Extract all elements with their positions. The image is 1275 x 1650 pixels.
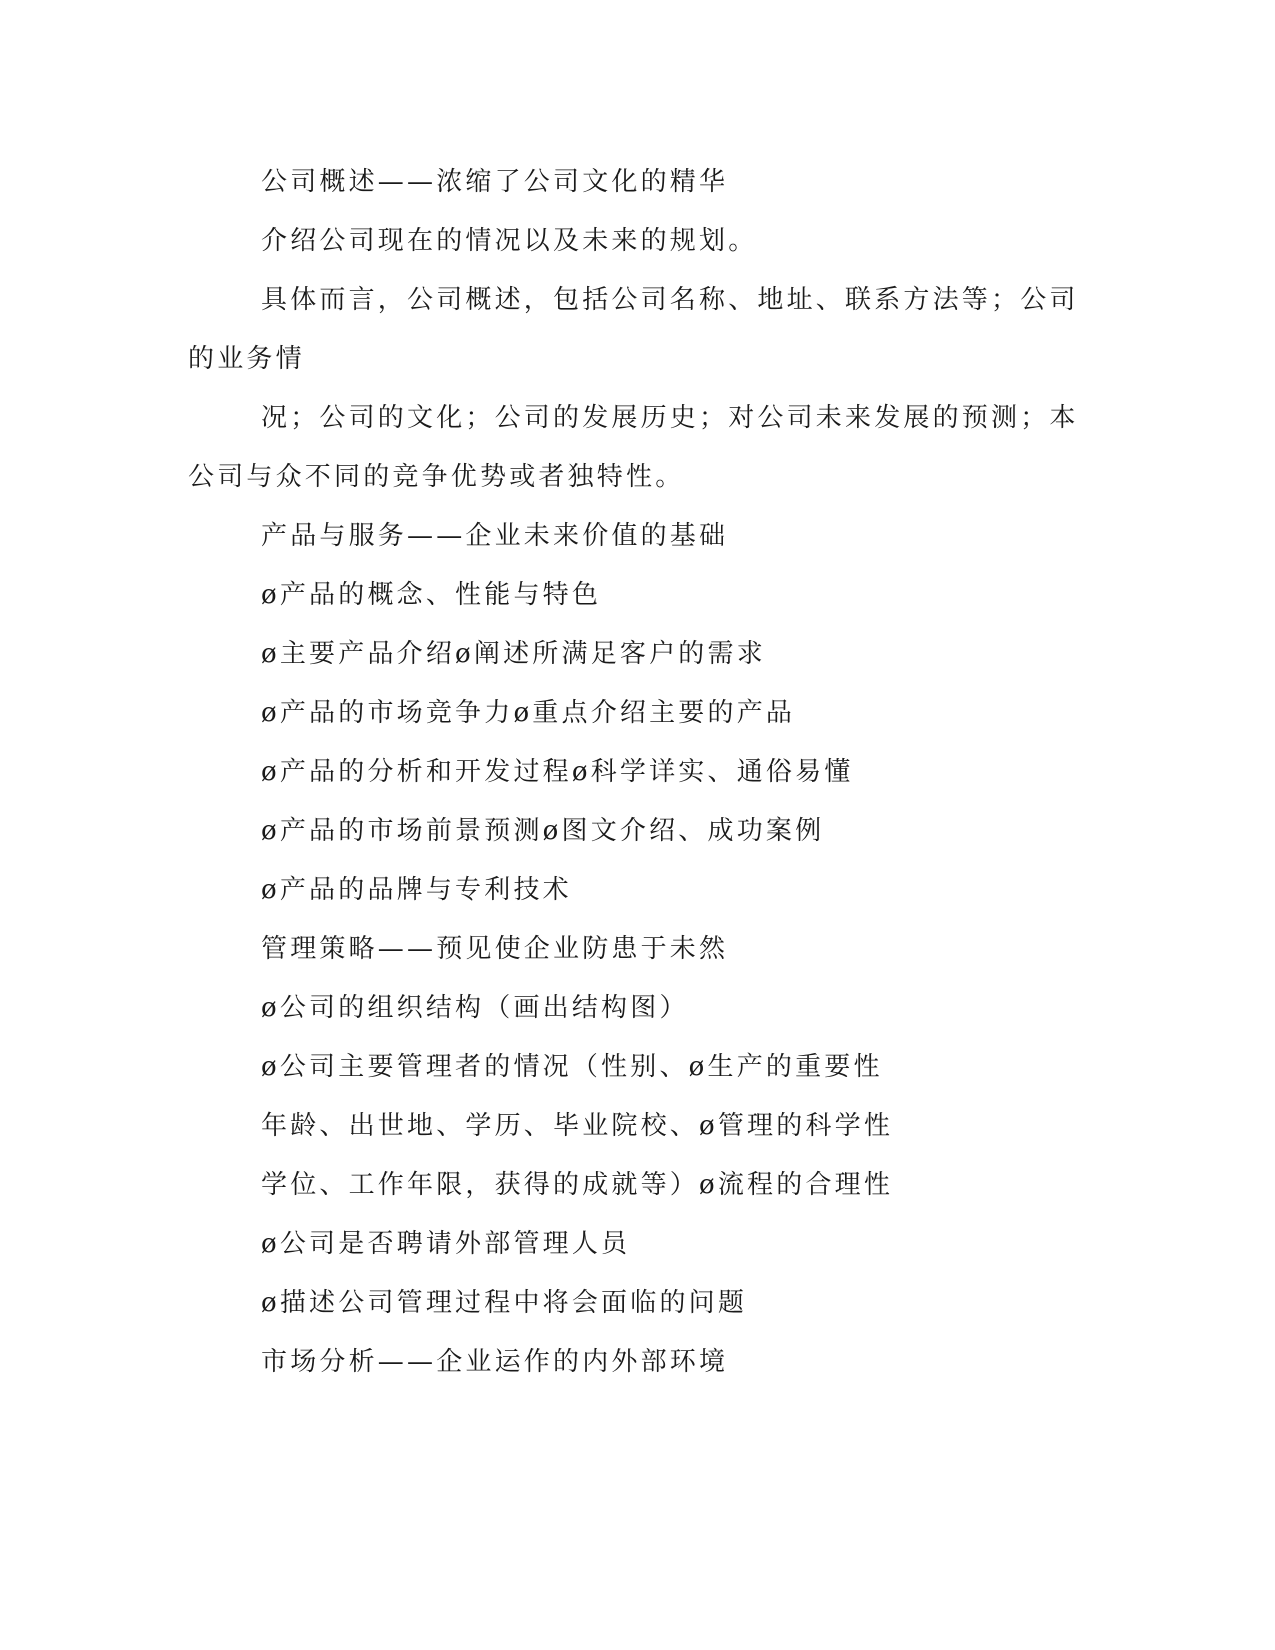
- list-item: ø产品的市场前景预测ø图文介绍、成功案例: [261, 816, 825, 846]
- list-item: ø产品的分析和开发过程ø科学详实、通俗易懂: [261, 757, 854, 787]
- list-item: ø主要产品介绍ø阐述所满足客户的需求: [261, 639, 766, 669]
- paragraph-line: 的业务情: [188, 344, 305, 374]
- paragraph-line: 介绍公司现在的情况以及未来的规划。: [261, 226, 758, 256]
- list-item: 年龄、出世地、学历、毕业院校、ø管理的科学性: [261, 1111, 894, 1141]
- heading-products-services: 产品与服务——企业未来价值的基础: [261, 521, 729, 551]
- heading-market-analysis: 市场分析——企业运作的内外部环境: [261, 1347, 729, 1377]
- list-item: ø产品的概念、性能与特色: [261, 580, 602, 610]
- heading-company-overview: 公司概述——浓缩了公司文化的精华: [261, 167, 729, 197]
- list-item: ø公司是否聘请外部管理人员: [261, 1229, 631, 1259]
- list-item: ø描述公司管理过程中将会面临的问题: [261, 1288, 748, 1318]
- list-item: ø公司主要管理者的情况（性别、ø生产的重要性: [261, 1052, 883, 1082]
- paragraph-line: 公司与众不同的竞争优势或者独特性。: [188, 462, 685, 492]
- list-item: ø公司的组织结构（画出结构图）: [261, 993, 689, 1023]
- list-item: 学位、工作年限，获得的成就等）ø流程的合理性: [261, 1170, 894, 1200]
- paragraph-line: 具体而言，公司概述，包括公司名称、地址、联系方法等；公司: [261, 285, 1079, 315]
- list-item: ø产品的品牌与专利技术: [261, 875, 572, 905]
- list-item: ø产品的市场竞争力ø重点介绍主要的产品: [261, 698, 796, 728]
- heading-management-strategy: 管理策略——预见使企业防患于未然: [261, 934, 729, 964]
- paragraph-line: 况；公司的文化；公司的发展历史；对公司未来发展的预测；本: [261, 403, 1079, 433]
